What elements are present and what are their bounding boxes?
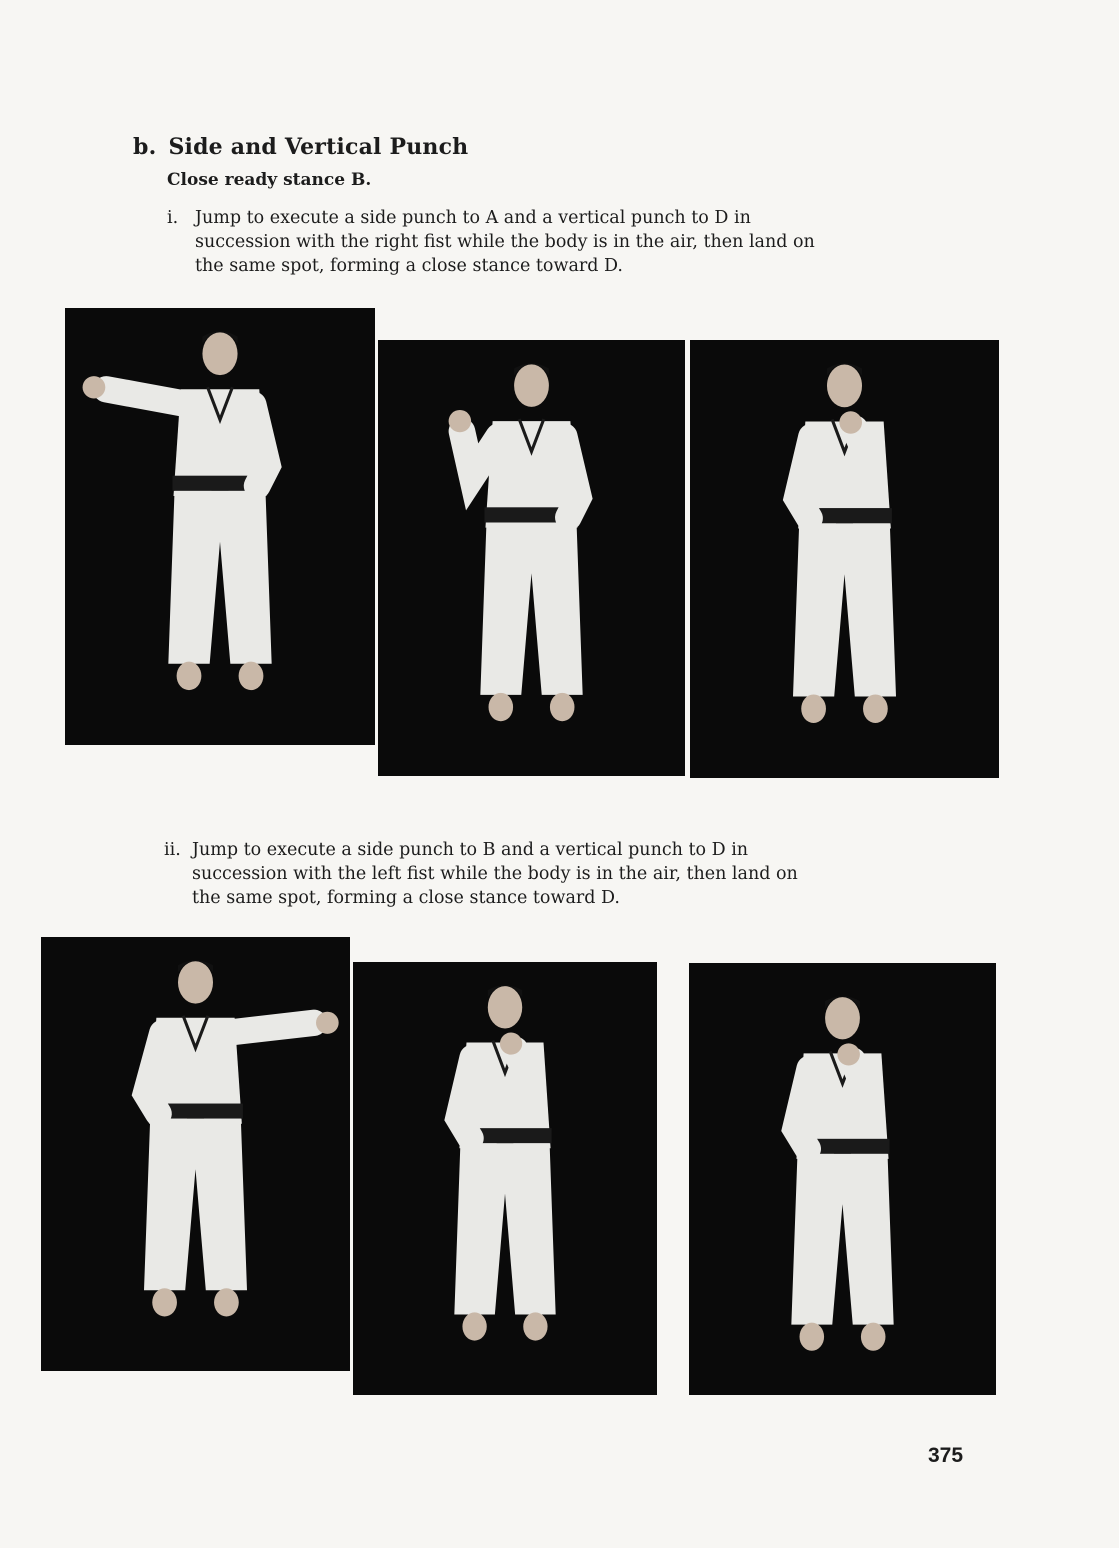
section-subtitle: Close ready stance B. <box>167 170 372 190</box>
section-title: Side and Vertical Punch <box>168 134 469 160</box>
pants <box>454 1143 555 1314</box>
photo-side-punch-right <box>65 308 375 745</box>
photo-vertical-punch <box>690 340 999 778</box>
martial-artist-figure <box>793 363 896 723</box>
left-foot <box>800 1323 825 1351</box>
step-number: i. <box>167 208 179 228</box>
photo-vertical-punch-landed <box>689 963 996 1395</box>
left-foot <box>462 1312 486 1340</box>
step-line: succession with the right fist while the body is in the air, then land on <box>195 232 815 252</box>
martial-artist-figure <box>454 985 555 1340</box>
fist <box>500 1032 522 1054</box>
figure-illustration <box>65 308 375 745</box>
head <box>202 332 237 375</box>
step-line: the same spot, forming a close stance toward D. <box>195 256 623 276</box>
left-foot <box>152 1288 177 1316</box>
step-two <box>164 838 892 910</box>
right-foot <box>863 694 888 723</box>
punching-arm <box>106 389 189 404</box>
photo-side-punch-left <box>41 937 350 1371</box>
pants <box>144 1119 247 1291</box>
left-foot <box>177 662 202 690</box>
martial-artist-figure <box>791 996 893 1351</box>
vertical-punch-arm <box>515 1050 531 1088</box>
chamber-arm <box>253 405 267 486</box>
right-foot <box>239 662 264 690</box>
pants <box>480 523 582 695</box>
chamber-arm <box>146 1033 162 1114</box>
head <box>514 364 549 407</box>
figure-illustration <box>378 340 685 776</box>
page-number: 375 <box>928 1444 964 1467</box>
chamber-arm <box>564 436 578 517</box>
photo-vertical-punch-left <box>353 962 657 1395</box>
step-number: ii. <box>164 840 181 860</box>
chamber-arm <box>797 437 811 518</box>
step-line: the same spot, forming a close stance toward D. <box>192 888 620 908</box>
right-foot <box>861 1323 886 1351</box>
step-line: succession with the left fist while the body is in the air, then land on <box>192 864 798 884</box>
right-foot <box>214 1288 239 1316</box>
pants <box>168 491 271 664</box>
photo-chamber-right <box>378 340 685 776</box>
fist <box>316 1012 339 1034</box>
head <box>178 961 213 1003</box>
right-foot <box>523 1312 547 1340</box>
vertical-punch-arm <box>855 429 871 468</box>
step-line: Jump to execute a side punch to A and a vertical punch to D in <box>195 208 751 228</box>
left-foot <box>801 694 826 723</box>
head <box>488 986 522 1028</box>
figure-illustration <box>690 340 999 778</box>
martial-artist-figure <box>449 363 583 721</box>
martial-artist-figure <box>144 960 339 1316</box>
fist <box>449 410 472 432</box>
right-foot <box>550 693 575 721</box>
fist <box>839 411 862 433</box>
martial-artist-figure <box>83 331 272 690</box>
section-marker: b. <box>133 134 157 160</box>
fist <box>83 376 106 398</box>
fist <box>837 1043 860 1065</box>
punching-arm <box>226 1023 314 1033</box>
pants <box>791 1154 893 1325</box>
vertical-punch-arm <box>853 1060 869 1098</box>
pants <box>793 523 896 696</box>
figure-illustration <box>41 937 350 1371</box>
step-line: Jump to execute a side punch to B and a vertical punch to D in <box>192 840 749 860</box>
section-heading <box>133 134 468 160</box>
left-foot <box>489 693 514 721</box>
head <box>825 997 860 1039</box>
head <box>827 364 862 407</box>
figure-illustration <box>689 963 996 1395</box>
chamber-arm <box>795 1068 809 1148</box>
figure-illustration <box>353 962 657 1395</box>
chamber-arm <box>458 1058 472 1139</box>
step-one <box>167 206 895 278</box>
